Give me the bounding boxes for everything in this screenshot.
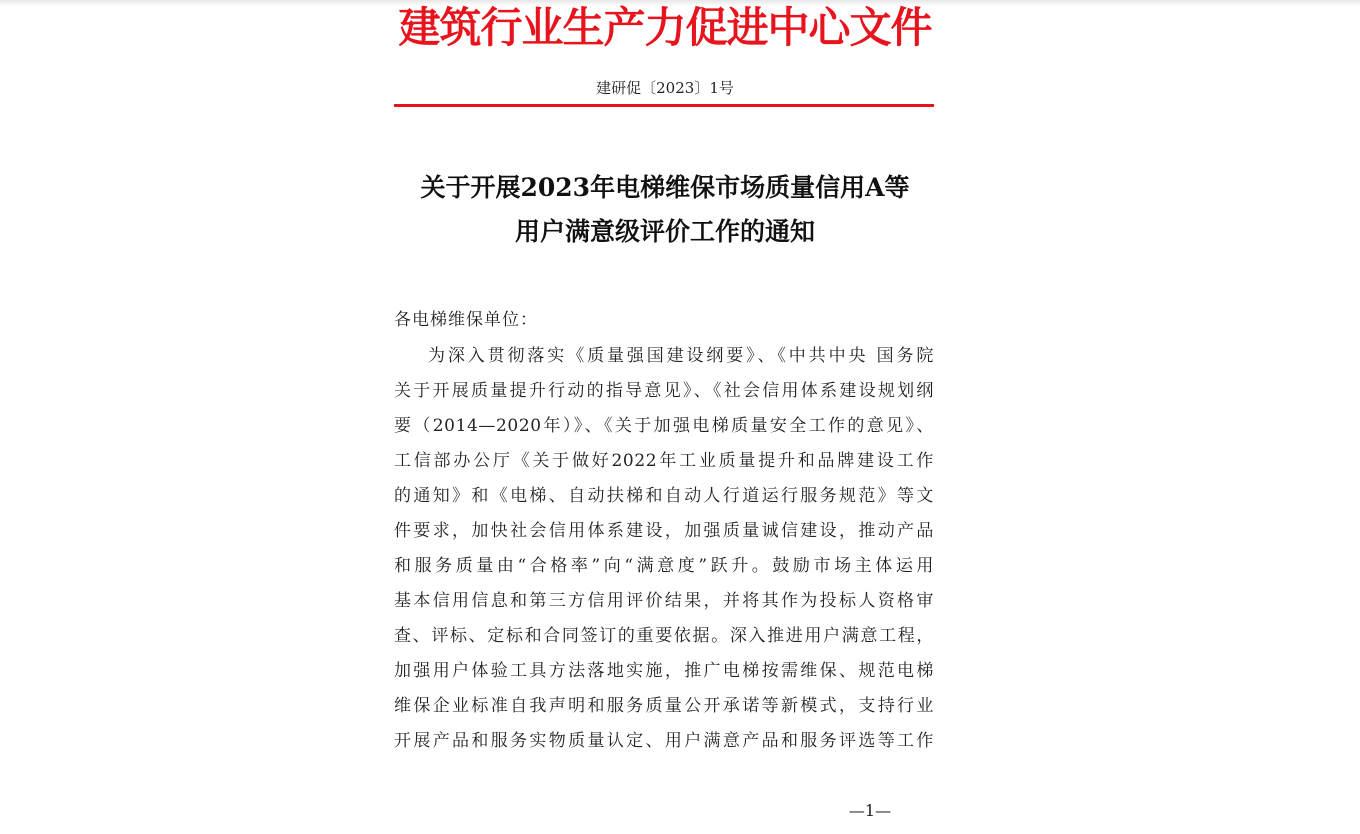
notice-title bbox=[380, 166, 950, 254]
body-line: 查、评标、定标和合同签订的重要依据。深入推进用户满意工程， bbox=[394, 626, 934, 646]
body-line: 为深入贯彻落实《质量强国建设纲要》、《中共中央 国务院 bbox=[428, 346, 934, 366]
document-number: 建研促〔2023〕1号 bbox=[596, 79, 734, 97]
body-line: 的通知》和《电梯、自动扶梯和自动人行道运行服务规范》等文 bbox=[394, 486, 934, 506]
issuer-header-title: 建筑行业生产力促进中心文件 bbox=[398, 3, 932, 52]
body-text bbox=[394, 342, 934, 762]
notice-title-line-2: 用户满意级评价工作的通知 bbox=[514, 217, 815, 246]
body-line: 维保企业标准自我声明和服务质量公开承诺等新模式，支持行业 bbox=[394, 696, 934, 716]
body-line: 基本信用信息和第三方信用评价结果，并将其作为投标人资格审 bbox=[394, 591, 934, 611]
body-line: 加强用户体验工具方法落地实施，推广电梯按需维保、规范电梯 bbox=[394, 661, 934, 681]
body-line: 开展产品和服务实物质量认定、用户满意产品和服务评选等工作 bbox=[394, 731, 934, 751]
page-number: —1— bbox=[848, 801, 892, 820]
notice-title-line-1: 关于开展2023年电梯维保市场质量信用A等 bbox=[420, 173, 910, 202]
body-line: 和服务质量由“合格率”向“满意度”跃升。鼓励市场主体运用 bbox=[394, 556, 934, 576]
body-line: 工信部办公厅《关于做好2022年工业质量提升和品牌建设工作 bbox=[394, 451, 934, 471]
body-line: 要（2014—2020年）》、《关于加强电梯质量安全工作的意见》、 bbox=[394, 416, 934, 436]
red-divider-line bbox=[394, 104, 934, 107]
body-line: 件要求，加快社会信用体系建设，加强质量诚信建设，推动产品 bbox=[394, 521, 934, 541]
body-line: 关于开展质量提升行动的指导意见》、《社会信用体系建设规划纲 bbox=[394, 381, 934, 401]
salutation: 各电梯维保单位： bbox=[394, 310, 538, 330]
